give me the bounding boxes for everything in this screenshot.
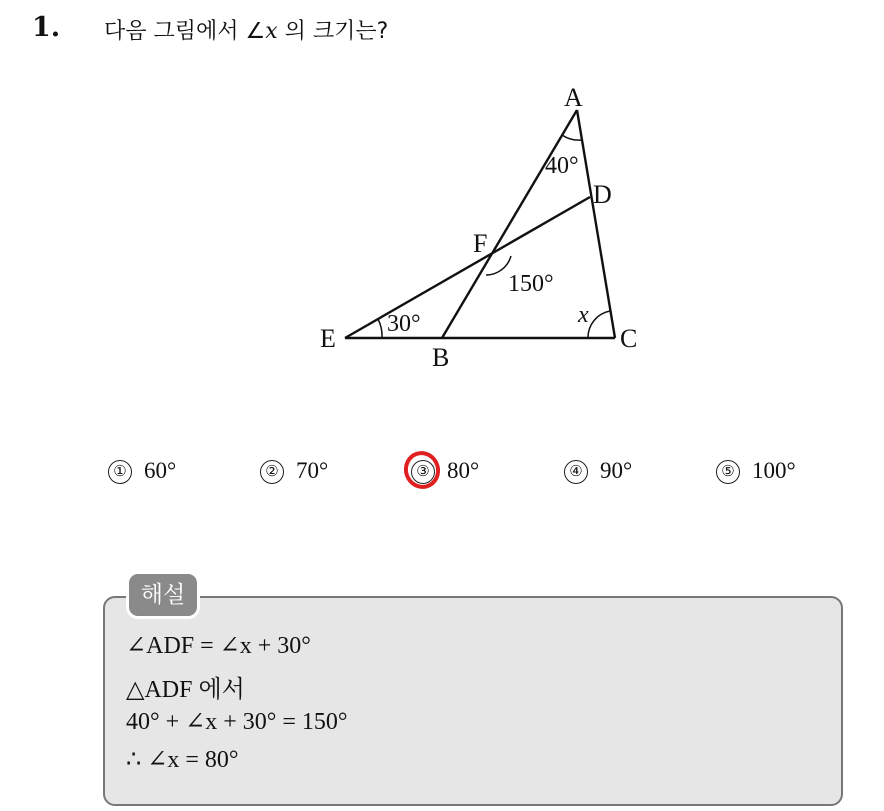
choice-3-value: 80°: [447, 458, 480, 483]
solution-line-2: △ADF 에서: [126, 677, 245, 703]
angle-arc-c: [588, 311, 610, 338]
choice-2-value: 70°: [296, 458, 329, 483]
answer-choices: [0, 458, 884, 498]
point-label-e: E: [320, 324, 336, 353]
angle-arc-e: [378, 319, 382, 338]
solution-line-1: ∠ADF = ∠x + 30°: [126, 633, 311, 659]
solution-tag: 해설: [129, 574, 197, 616]
question-text-after: 의 크기는?: [277, 19, 389, 44]
choice-4-value: 90°: [600, 458, 633, 483]
angle-label-a: 40°: [545, 153, 579, 179]
segment-ed: [345, 197, 590, 338]
choice-5[interactable]: [716, 458, 796, 484]
question-number: 1.: [32, 12, 61, 43]
choice-3-marker: ③: [411, 460, 435, 484]
point-label-d: D: [593, 180, 612, 209]
choice-1-value: 60°: [144, 458, 177, 483]
choice-2-marker: ②: [260, 460, 284, 484]
angle-label-f: 150°: [508, 271, 554, 297]
solution-line-4: ∴ ∠x = 80°: [126, 747, 239, 773]
angle-arc-a: [562, 135, 582, 140]
point-label-c: C: [620, 324, 638, 353]
choice-5-marker: ⑤: [716, 460, 740, 484]
choice-4[interactable]: [564, 458, 632, 484]
question-variable: x: [265, 19, 278, 44]
point-label-f: F: [473, 229, 488, 258]
choice-5-value: 100°: [752, 458, 796, 483]
angle-label-c: x: [578, 302, 589, 328]
segment-ab: [442, 110, 577, 338]
question-text-before: 다음 그림에서 ∠: [104, 19, 266, 44]
choice-4-marker: ④: [564, 460, 588, 484]
choice-1-marker: ①: [108, 460, 132, 484]
choice-2[interactable]: [260, 458, 328, 484]
point-label-b: B: [432, 343, 450, 372]
choice-1[interactable]: [108, 458, 176, 484]
solution-line-3: 40° + ∠x + 30° = 150°: [126, 709, 348, 735]
angle-label-e: 30°: [387, 311, 421, 337]
point-label-a: A: [564, 83, 583, 112]
